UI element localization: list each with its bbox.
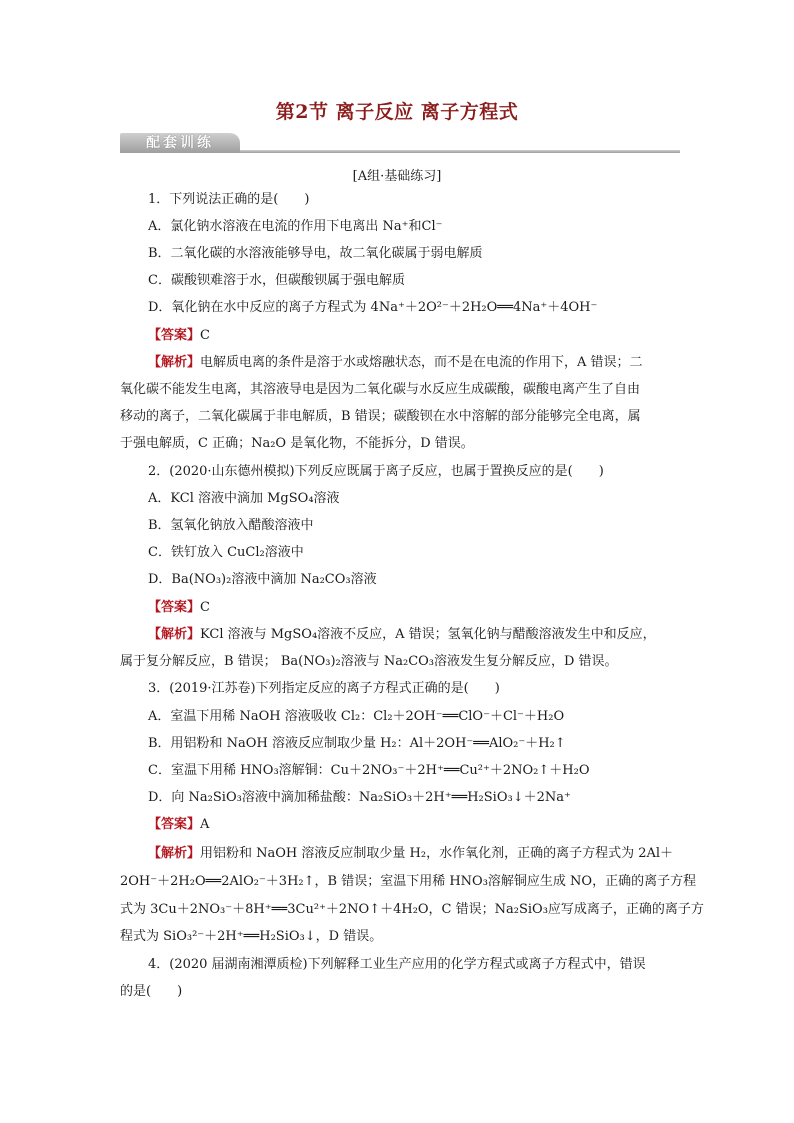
analysis-label: 【解析】 bbox=[148, 846, 201, 861]
question-1: 1．下列说法正确的是( ) bbox=[148, 192, 310, 207]
analysis-1-line: 氧化碳不能发生电离，其溶液导电是因为二氧化碳与水反应生成碳酸，碳酸电离产生了自由 bbox=[120, 382, 641, 397]
question-2: 2．(2020·山东德州模拟)下列反应既属于离子反应，也属于置换反应的是( ) bbox=[148, 464, 604, 479]
group-heading: [A组·基础练习] bbox=[352, 169, 442, 184]
analysis-2-line: 属于复分解反应，B 错误； Ba(NO₃)₂溶液与 Na₂CO₃溶液发生复分解反应，D 错误。 bbox=[120, 654, 618, 669]
option-c: C．室温下用稀 HNO₃溶解铜：Cu＋2NO₃⁻＋2H⁺══Cu²⁺＋2NO₂↑＋H₂O bbox=[148, 763, 590, 778]
banner-rule bbox=[240, 150, 680, 153]
option-a: A．室温下用稀 NaOH 溶液吸收 Cl₂：Cl₂＋2OH⁻══ClO⁻＋Cl⁻＋H₂O bbox=[148, 709, 565, 724]
analysis-text: KCl 溶液与 MgSO₄溶液不反应，A 错误；氢氧化钠与醋酸溶液发生中和反应， bbox=[200, 627, 656, 642]
question-4-cont: 的是( ) bbox=[120, 984, 183, 999]
option-c: C．铁钉放入 CuCl₂溶液中 bbox=[148, 545, 304, 560]
option-b: B．二氧化碳的水溶液能够导电，故二氧化碳属于弱电解质 bbox=[148, 246, 483, 261]
analysis-text: 用铝粉和 NaOH 溶液反应制取少量 H₂，水作氧化剂，正确的离子方程式为 2Al＋ bbox=[200, 846, 674, 861]
answer-value: A bbox=[200, 817, 210, 832]
banner-label: 配套训练 bbox=[146, 135, 214, 151]
analysis-1-line bbox=[148, 353, 643, 373]
analysis-1-line: 移动的离子，二氧化碳属于非电解质，B 错误；碳酸钡在水中溶解的部分能够完全电离，属 bbox=[120, 409, 641, 424]
analysis-3-line: 式为 3Cu＋2NO₃⁻＋8H⁺══3Cu²⁺＋2NO↑＋4H₂O，C 错误；Na₂SiO₃应写成离子，正确的离子方 bbox=[120, 902, 704, 917]
analysis-text: 电解质电离的条件是溶于水或熔融状态，而不是在电流的作用下，A 错误；二 bbox=[200, 355, 643, 370]
analysis-2-line bbox=[148, 625, 656, 645]
option-d: D．向 Na₂SiO₃溶液中滴加稀盐酸：Na₂SiO₃＋2H⁺══H₂SiO₃↓＋2Na⁺ bbox=[148, 790, 571, 805]
analysis-3-line: 2OH⁻＋2H₂O══2AlO₂⁻＋3H₂↑，B 错误；室温下用稀 HNO₃溶解铜应生成 NO，正确的离子方程 bbox=[120, 874, 697, 889]
answer-2 bbox=[148, 598, 210, 618]
page-title: 第2节 离子反应 离子方程式 bbox=[275, 101, 519, 123]
analysis-label: 【解析】 bbox=[148, 627, 201, 642]
banner-tab bbox=[120, 133, 240, 153]
analysis-3-line: 程式为 SiO₃²⁻＋2H⁺══H₂SiO₃↓，D 错误。 bbox=[120, 929, 383, 944]
answer-value: C bbox=[200, 328, 210, 343]
analysis-1-line: 于强电解质，C 正确；Na₂O 是氧化物，不能拆分，D 错误。 bbox=[120, 436, 474, 451]
analysis-3-line bbox=[148, 844, 673, 864]
answer-1 bbox=[148, 326, 210, 346]
option-d: D．氧化钠在水中反应的离子方程式为 4Na⁺＋2O²⁻＋2H₂O══4Na⁺＋4OH⁻ bbox=[148, 300, 598, 315]
option-a: A．KCl 溶液中滴加 MgSO₄溶液 bbox=[148, 491, 340, 506]
answer-label: 【答案】 bbox=[148, 328, 201, 343]
answer-label: 【答案】 bbox=[148, 817, 201, 832]
option-b: B．用铝粉和 NaOH 溶液反应制取少量 H₂：Al＋2OH⁻══AlO₂⁻＋H₂↑ bbox=[148, 736, 566, 751]
answer-value: C bbox=[200, 600, 210, 615]
option-d: D．Ba(NO₃)₂溶液中滴加 Na₂CO₃溶液 bbox=[148, 572, 377, 587]
option-c: C．碳酸钡难溶于水，但碳酸钡属于强电解质 bbox=[148, 273, 405, 288]
option-a: A．氯化钠水溶液在电流的作用下电离出 Na⁺和Cl⁻ bbox=[148, 219, 443, 234]
question-4: 4．(2020 届湖南湘潭质检)下列解释工业生产应用的化学方程式或离子方程式中，错误 bbox=[148, 957, 646, 972]
answer-3 bbox=[148, 815, 209, 835]
option-b: B．氢氧化钠放入醋酸溶液中 bbox=[148, 518, 314, 533]
section-banner bbox=[120, 133, 680, 153]
answer-label: 【答案】 bbox=[148, 600, 201, 615]
analysis-label: 【解析】 bbox=[148, 355, 201, 370]
question-3: 3．(2019·江苏卷)下列指定反应的离子方程式正确的是( ) bbox=[148, 681, 500, 696]
